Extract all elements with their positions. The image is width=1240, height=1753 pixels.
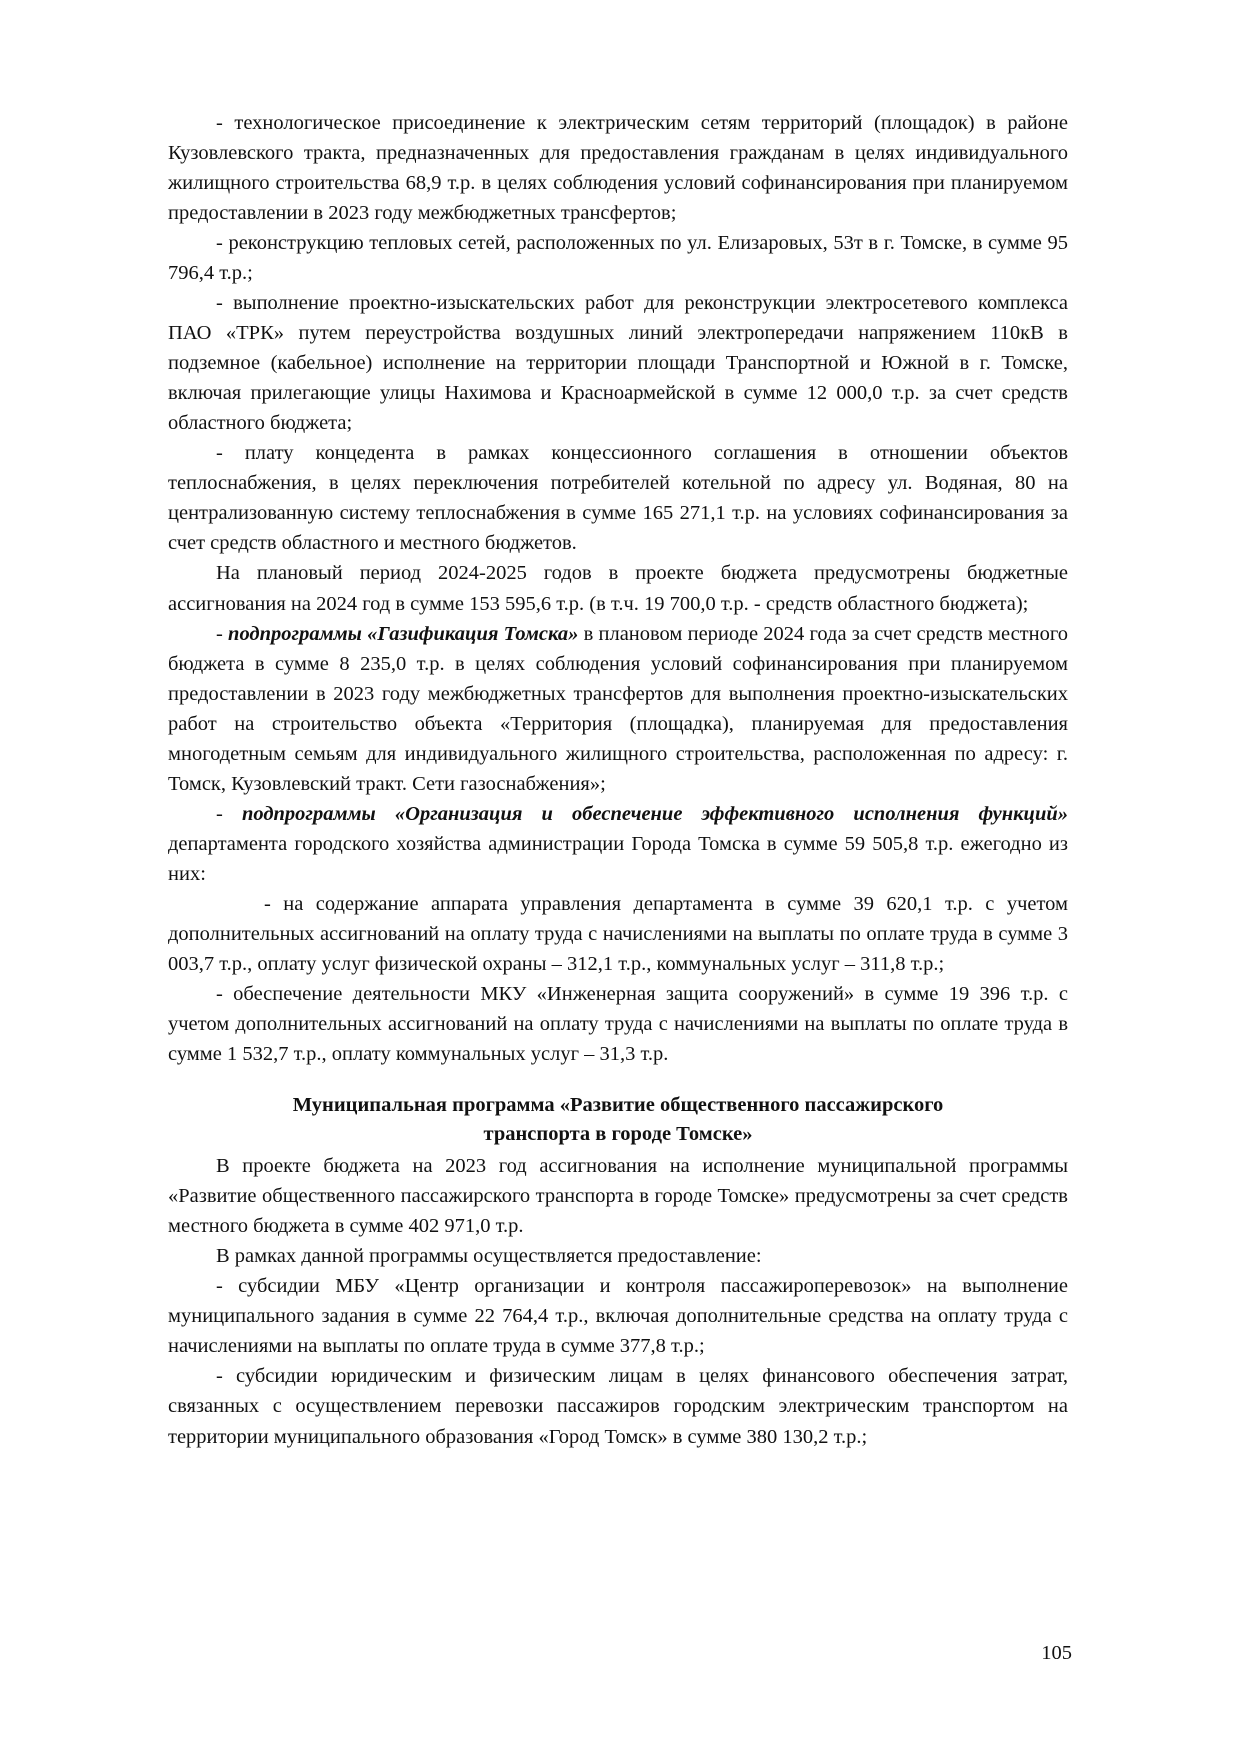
paragraph-subsidy-mbu: - субсидии МБУ «Центр организации и контроля пассажироперевозок» на выполнение муниципального задания в сумме 22 764,4 т.р., включая дополнительные средства на оплату труда с начислениями на выплаты по оплате труда в сумме 377,8 т.р.; (168, 1275, 1068, 1358)
subprogram-gasification-title: подпрограммы «Газификация Томска» (228, 622, 579, 645)
paragraph-subprogram-gasification (168, 619, 1068, 799)
section-heading-line-1: Муниципальная программа «Развитие общественного пассажирского (292, 1094, 944, 1116)
paragraph-heat-network-reconstruction: - реконструкцию тепловых сетей, расположенных по ул. Елизаровых, 53т в г. Томске, в сумме 95 796,4 т.р.; (168, 232, 1068, 285)
paragraph-department-staff-maintenance: - на содержание аппарата управления департамента в сумме 39 620,1 т.р. с учетом дополнительных ассигнований на оплату труда с начислениями на выплаты по оплате труда в сумме 3 003,7 т.р., оплату услуг физической охраны – 312,1 т.р., коммунальных услуг – 311,8 т.р.; (168, 892, 1068, 975)
lead-dash: - (216, 622, 229, 645)
paragraph-tech-connection: - технологическое присоединение к электрическим сетям территорий (площадок) в районе Кузовлевского тракта, предназначенных для предоставления гражданам в целях индивидуального жилищного строительства 68,9 т.р. в целях соблюдения условий софинансирования при планируемом предоставлении в 2023 году межбюджетных трансфертов; (168, 112, 1068, 225)
paragraph-subsidy-legal-entities: - субсидии юридическим и физическим лицам в целях финансового обеспечения затрат, связанных с осуществлением перевозки пассажиров городским электрическим транспортом на территории муниципального образования «Город Томск» в сумме 380 130,2 т.р.; (168, 1365, 1068, 1448)
paragraph-design-survey-works: - выполнение проектно-изыскательских работ для реконструкции электросетевого комплекса ПАО «ТРК» путем переустройства воздушных линий электропередачи напряжением 110кВ в подземное (кабельное) исполнение на территории площади Транспортной и Южной в г. Томске, включая прилегающие улицы Нахимова и Красноармейской в сумме 12 000,0 т.р. за счет средств областного бюджета; (168, 292, 1068, 435)
section-heading (168, 1091, 1068, 1149)
paragraph-program-budget-2023: В проекте бюджета на 2023 год ассигнования на исполнение муниципальной программы «Развитие общественного пассажирского транспорта в городе Томске» предусмотрены за счет средств местного бюджета в сумме 402 971,0 т.р. (168, 1155, 1068, 1238)
page-number: 105 (1041, 1642, 1072, 1664)
paragraph-concession-payment: - плату концедента в рамках концессионного соглашения в отношении объектов теплоснабжения, в целях переключения потребителей котельной по адресу ул. Водяная, 80 на централизованную систему теплоснабжения в сумме 165 271,1 т.р. на условиях софинансирования за счет средств областного и местного бюджетов. (168, 442, 1068, 555)
section-heading-line-2: транспорта в городе Томске» (483, 1123, 753, 1146)
page-body (168, 108, 1068, 1452)
lead-dash: - (216, 802, 242, 825)
paragraph-program-provides: В рамках данной программы осуществляется предоставление: (216, 1245, 762, 1268)
subprogram-organization-body: департамента городского хозяйства администрации Города Томска в сумме 59 505,8 т.р. ежегодно из них: (168, 832, 1068, 885)
subprogram-gasification-body: в плановом периоде 2024 года за счет средств местного бюджета в сумме 8 235,0 т.р. в целях соблюдения условий софинансирования при планируемом предоставлении в 2023 году межбюджетных трансфертов для выполнения проектно-изыскательских работ на строительство объекта «Территория (площадка), планируемая для предоставления многодетным семьям для индивидуального жилищного строительства, расположенная по адресу: г. Томск, Кузовлевский тракт. Сети газоснабжения»; (168, 622, 1068, 795)
paragraph-planning-period-2024-2025: На плановый период 2024-2025 годов в проекте бюджета предусмотрены бюджетные ассигнования на 2024 год в сумме 153 595,6 т.р. (в т.ч. 19 700,0 т.р. - средств областного бюджета); (168, 562, 1068, 615)
paragraph-mku-engineering-protection: - обеспечение деятельности МКУ «Инженерная защита сооружений» в сумме 19 396 т.р. с учетом дополнительных ассигнований на оплату труда с начислениями на выплаты по оплате труда в сумме 1 532,7 т.р., оплату коммунальных услуг – 31,3 т.р. (168, 982, 1068, 1065)
paragraph-subprogram-organization (168, 799, 1068, 889)
subprogram-organization-title: подпрограммы «Организация и обеспечение эффективного исполнения функций» (241, 802, 1068, 825)
